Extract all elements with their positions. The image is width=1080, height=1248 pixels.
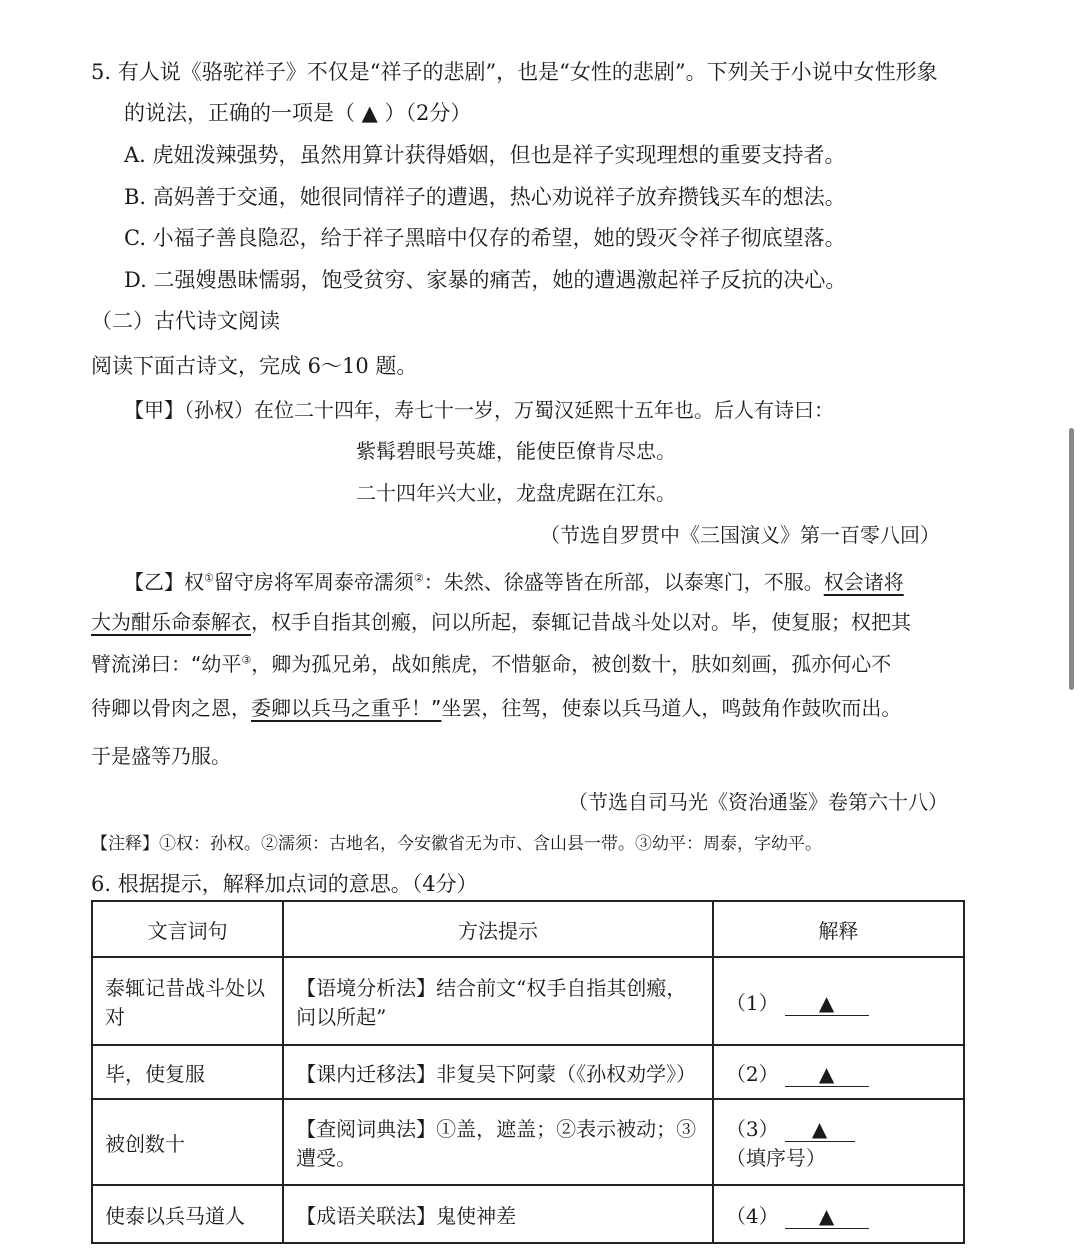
answer-table bbox=[91, 900, 965, 1244]
triangle-mark: ▲ bbox=[818, 1203, 835, 1228]
q5-option-d: D. 二强嫂愚昧懦弱，饱受贫穷、家暴的痛苦，她的遭遇激起祥子反抗的决心。 bbox=[124, 268, 847, 292]
yi-text: 坐罢，往驾，使泰以兵马道人，鸣鼓角作鼓吹而出。 bbox=[441, 696, 902, 720]
question-6-title: 6. 根据提示，解释加点词的意思。（4分） bbox=[91, 872, 478, 896]
jia-text: 【甲】（孙权）在位二十四年，寿七十一岁，万蜀汉延熙十五年也。后人有诗曰： bbox=[124, 398, 834, 422]
hint-cell: 【语境分析法】结合前文“权手自指其创瘢，问以所起” bbox=[283, 957, 713, 1045]
hint-cell: 【课内迁移法】非复吴下阿蒙（《孙权劝学》） bbox=[283, 1045, 713, 1099]
q5-stem-line2: 的说法，正确的一项是（ ▲ ）（2分） bbox=[124, 101, 472, 125]
table-header-row bbox=[92, 901, 964, 957]
underlined-sentence: 权会诸将 bbox=[823, 570, 904, 594]
yi-line3 bbox=[91, 648, 891, 677]
footnote-mark: ① bbox=[204, 571, 214, 585]
answer-blank[interactable] bbox=[785, 1062, 869, 1087]
column-header: 方法提示 bbox=[283, 901, 713, 957]
column-header: 文言词句 bbox=[92, 901, 283, 957]
column-header: 解释 bbox=[713, 901, 964, 957]
jia-poem-line1: 紫髯碧眼号英雄，能使臣僚肯尽忠。 bbox=[356, 439, 676, 463]
yi-text: 【乙】权 bbox=[124, 570, 204, 594]
triangle-mark: ▲ bbox=[811, 1117, 828, 1141]
triangle-mark: ▲ bbox=[818, 990, 835, 1015]
table-row bbox=[92, 1185, 964, 1243]
q5-option-c: C. 小福子善良隐忍，给于祥子黑暗中仅存的希望，她的毁灭令祥子彻底望落。 bbox=[124, 226, 846, 250]
yi-line5: 于是盛等乃服。 bbox=[91, 744, 231, 768]
triangle-mark: ▲ bbox=[818, 1061, 835, 1086]
yi-text: ，权手自指其创瘢，问以所起，泰辄记昔战斗处以对。毕，使复服；权把其 bbox=[251, 610, 911, 634]
yi-text: 留守房将军周泰帝濡须 bbox=[213, 570, 414, 594]
footnote-mark: ② bbox=[413, 571, 424, 585]
item-number: （4） bbox=[725, 1203, 779, 1228]
scrollbar[interactable] bbox=[1069, 428, 1074, 690]
section-heading: （二）古代诗文阅读 bbox=[91, 309, 280, 333]
yi-line4 bbox=[91, 692, 901, 721]
reading-instruction: 阅读下面古诗文，完成 6～10 题。 bbox=[91, 354, 418, 378]
underlined-sentence: 委卿以兵马之重乎！” bbox=[251, 696, 442, 720]
answer-cell[interactable] bbox=[713, 957, 964, 1045]
yi-text: 待卿以骨肉之恩， bbox=[91, 696, 251, 720]
yi-line2 bbox=[91, 606, 911, 635]
item-number: （2） bbox=[725, 1061, 779, 1086]
table-row bbox=[92, 957, 964, 1045]
answer-cell[interactable] bbox=[713, 1099, 964, 1185]
answer-suffix: （填序号） bbox=[725, 1146, 826, 1170]
answer-cell[interactable] bbox=[713, 1185, 964, 1243]
item-number: （1） bbox=[725, 990, 779, 1015]
table-row bbox=[92, 1099, 964, 1185]
yi-text: ，卿为孤兄弟，战如熊虎，不惜躯命，被创数十，肤如刻画，孤亦何心不 bbox=[251, 652, 892, 676]
q5-option-a: A. 虎妞泼辣强势，虽然用算计获得婚姻，但也是祥子实现理想的重要支持者。 bbox=[124, 143, 846, 167]
phrase-cell: 泰辄记昔战斗处以对 bbox=[92, 957, 283, 1045]
item-number: （3） bbox=[725, 1117, 779, 1141]
yi-source: （节选自司马光《资治通鉴》卷第六十八） bbox=[568, 790, 948, 814]
yi-line1 bbox=[124, 566, 904, 595]
footnote-mark: ③ bbox=[241, 653, 252, 667]
hint-cell: 【查阅词典法】①盖，遮盖；②表示被动；③遭受。 bbox=[283, 1099, 713, 1185]
annotation-note: 【注释】①权：孙权。②濡须：古地名，今安徽省无为市、含山县一带。③幼平：周泰，字幼平。 bbox=[91, 834, 822, 854]
jia-source: （节选自罗贯中《三国演义》第一百零八回） bbox=[540, 523, 940, 547]
q5-stem-line1: 5. 有人说《骆驼祥子》不仅是“祥子的悲剧”，也是“女性的悲剧”。下列关于小说中女性形象 bbox=[91, 60, 938, 84]
answer-blank[interactable] bbox=[785, 1117, 855, 1142]
phrase-cell: 被创数十 bbox=[92, 1099, 283, 1185]
answer-blank[interactable] bbox=[785, 991, 869, 1016]
q5-option-b: B. 高妈善于交通，她很同情祥子的遭遇，热心劝说祥子放弃攒钱买车的想法。 bbox=[124, 185, 846, 209]
yi-text: 臂流涕曰：“幼平 bbox=[91, 652, 242, 676]
hint-cell: 【成语关联法】鬼使神差 bbox=[283, 1185, 713, 1243]
table-row bbox=[92, 1045, 964, 1099]
answer-cell[interactable] bbox=[713, 1045, 964, 1099]
underlined-sentence: 大为酣乐命泰解衣 bbox=[91, 610, 251, 634]
answer-blank[interactable] bbox=[785, 1204, 869, 1229]
phrase-cell: 毕，使复服 bbox=[92, 1045, 283, 1099]
phrase-cell: 使泰以兵马道人 bbox=[92, 1185, 283, 1243]
yi-text: ：朱然、徐盛等皆在所部，以泰寒门，不服。 bbox=[423, 570, 824, 594]
jia-poem-line2: 二十四年兴大业，龙盘虎踞在江东。 bbox=[356, 481, 676, 505]
